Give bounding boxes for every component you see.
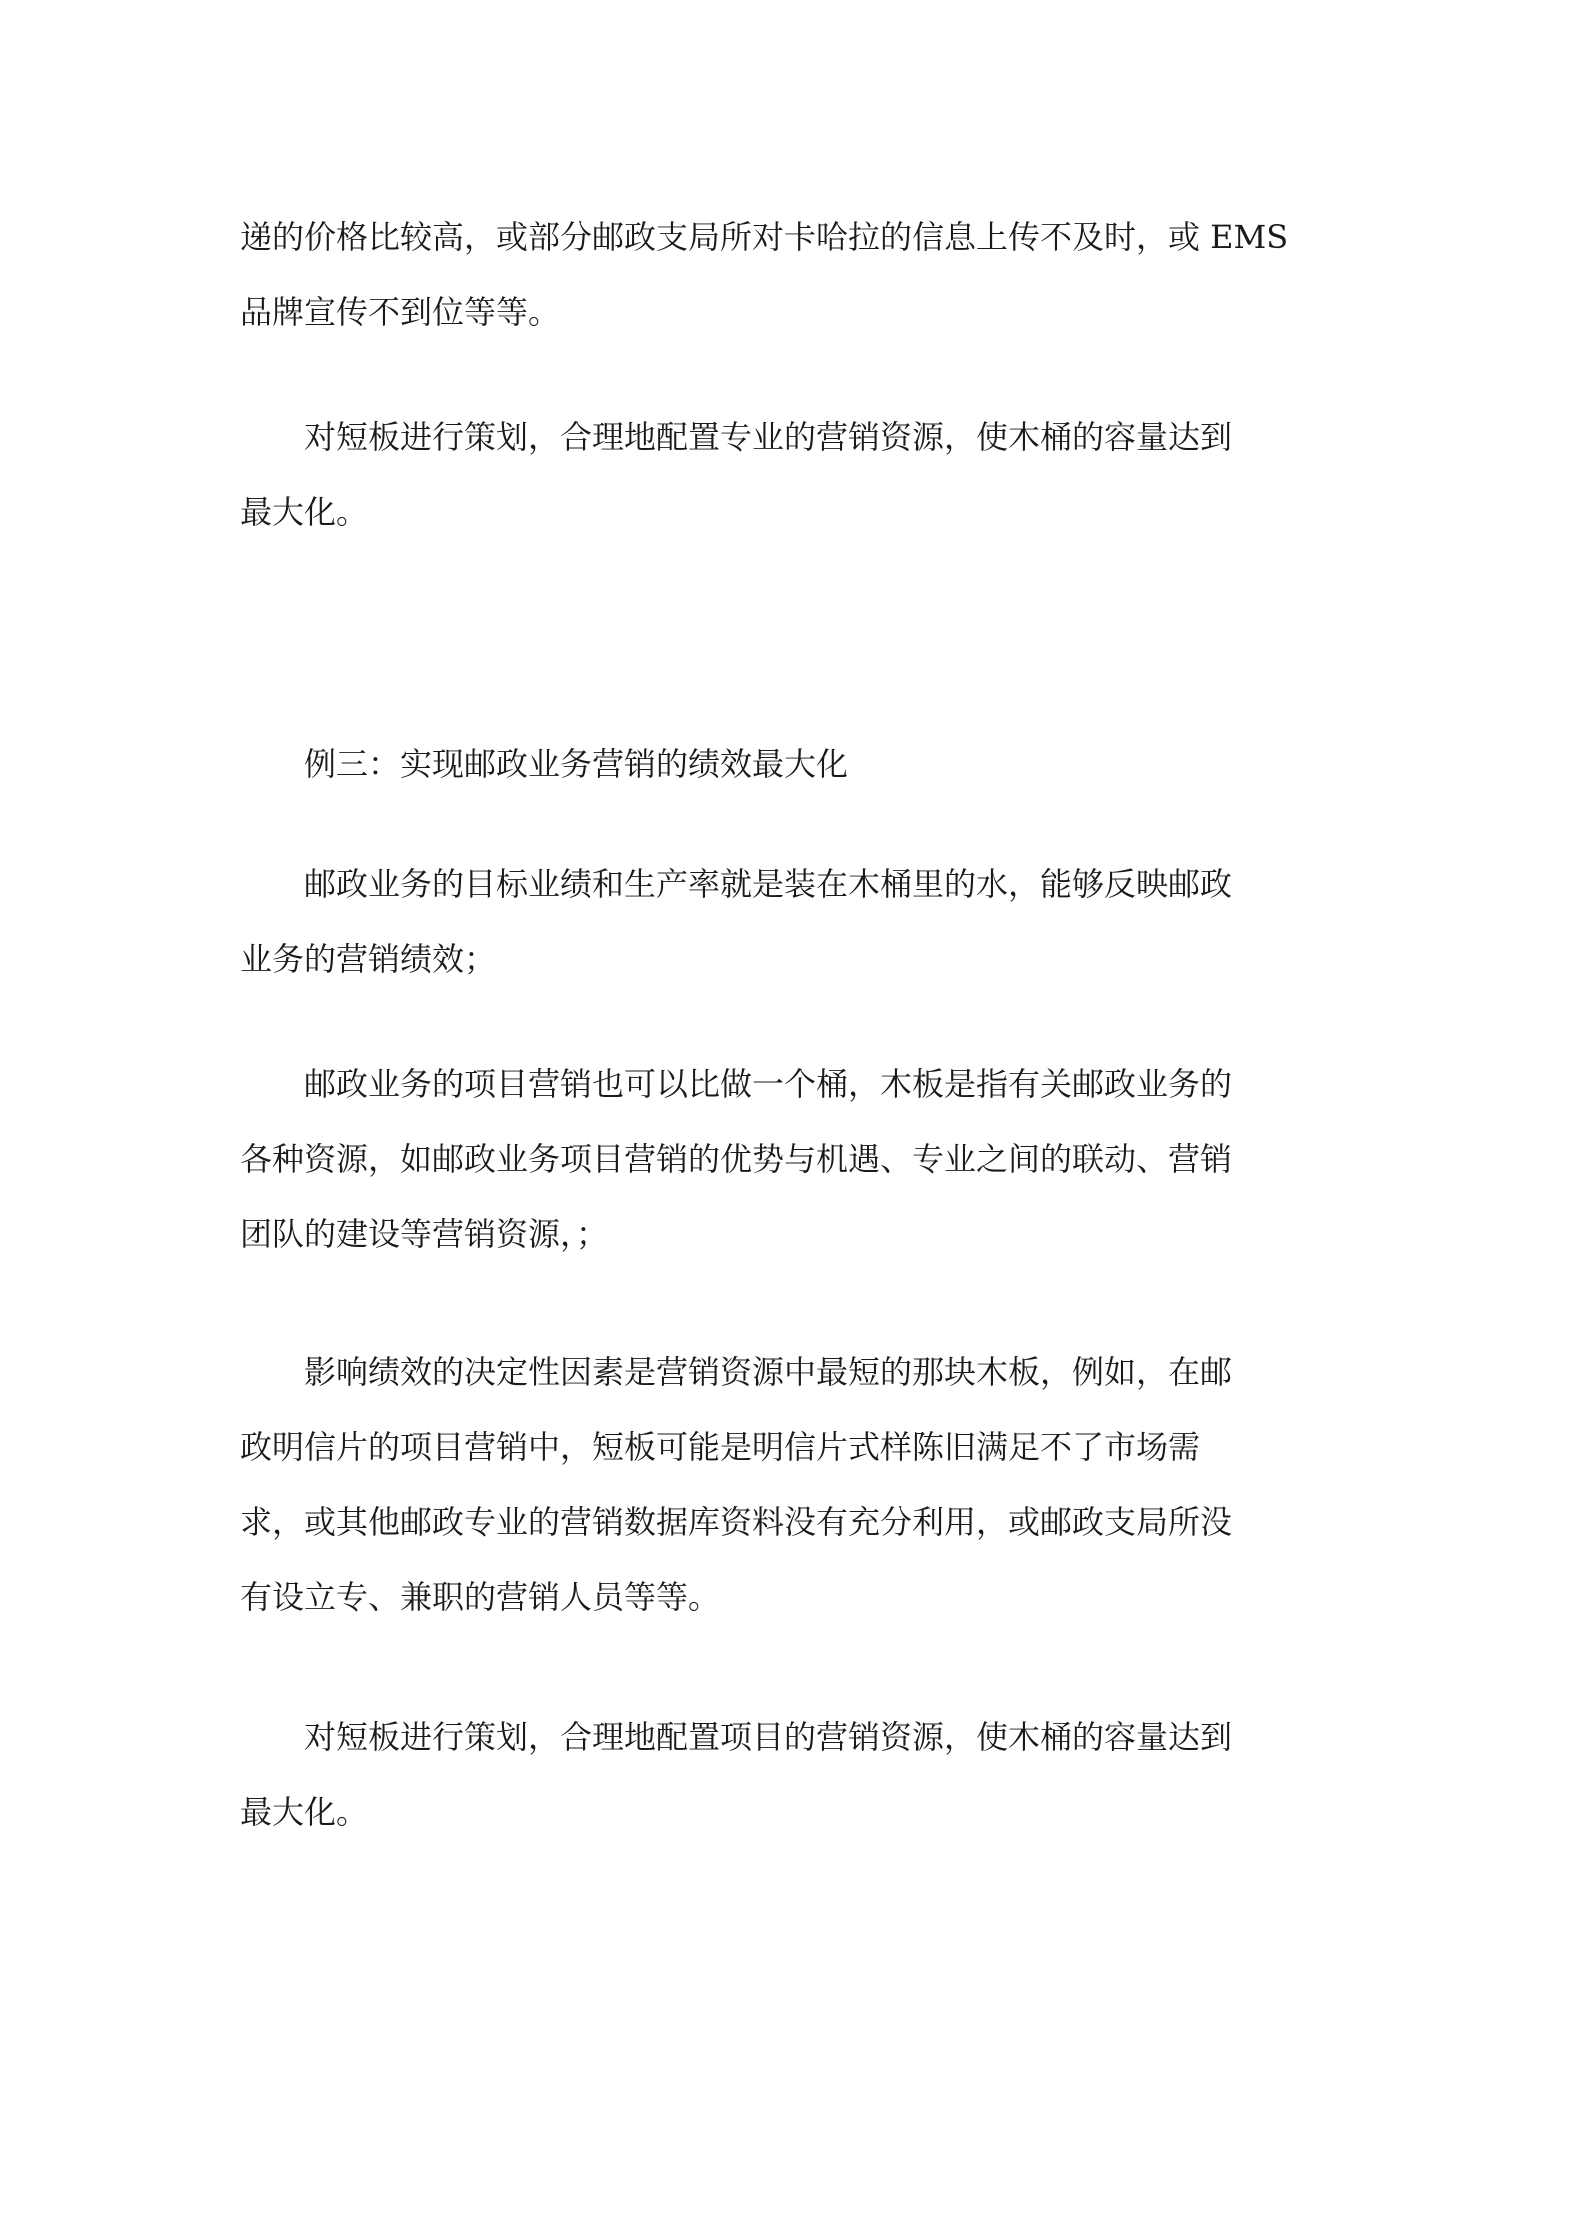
text-line: 最大化。	[240, 493, 369, 531]
text-line: 递的价格比较高，或部分邮政支局所对卡哈拉的信息上传不及时，或 EMS	[240, 218, 1289, 256]
paragraph-1	[240, 200, 1350, 350]
text-line: 最大化。	[240, 1793, 369, 1831]
text-line: 对短板进行策划，合理地配置专业的营销资源，使木桶的容量达到	[304, 418, 1233, 456]
text-line: 求，或其他邮政专业的营销数据库资料没有充分利用，或邮政支局所没	[240, 1503, 1233, 1541]
text-line: 邮政业务的项目营销也可以比做一个桶，木板是指有关邮政业务的	[304, 1065, 1233, 1103]
text-line: 政明信片的项目营销中，短板可能是明信片式样陈旧满足不了市场需	[240, 1428, 1201, 1466]
text-line: 邮政业务的目标业绩和生产率就是装在木桶里的水，能够反映邮政	[304, 865, 1233, 903]
text-line: 业务的营销绩效；	[240, 940, 497, 978]
text-line: 有设立专、兼职的营销人员等等。	[240, 1578, 721, 1616]
text-line: 团队的建设等营销资源，；	[240, 1215, 609, 1253]
paragraph-4	[240, 1047, 1350, 1272]
text-line: 品牌宣传不到位等等。	[240, 293, 561, 331]
section-heading	[240, 727, 1350, 802]
paragraph-6	[240, 1700, 1350, 1850]
paragraph-5	[240, 1335, 1350, 1635]
text-line: 影响绩效的决定性因素是营销资源中最短的那块木板，例如，在邮	[304, 1353, 1233, 1391]
text-line: 例三：实现邮政业务营销的绩效最大化	[304, 745, 849, 783]
text-line: 对短板进行策划，合理地配置项目的营销资源，使木桶的容量达到	[304, 1718, 1233, 1756]
paragraph-3	[240, 847, 1350, 997]
paragraph-2	[240, 400, 1350, 550]
text-line: 各种资源，如邮政业务项目营销的优势与机遇、专业之间的联动、营销	[240, 1140, 1233, 1178]
